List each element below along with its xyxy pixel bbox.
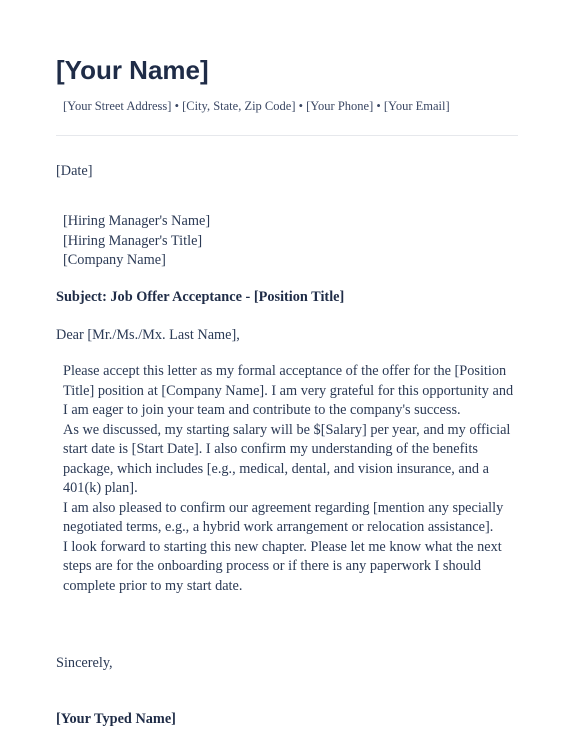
subject-line: Subject: Job Offer Acceptance - [Position Title]: [56, 289, 345, 305]
recipient-manager-name: [Hiring Manager's Name]: [63, 213, 211, 229]
header-divider: [56, 135, 518, 136]
letter-body: [63, 362, 518, 596]
recipient-block: [63, 212, 210, 271]
sender-name: [Your Name]: [56, 55, 209, 85]
letter-date: [Date]: [56, 163, 93, 179]
body-paragraph: I look forward to starting this new chapter. Please let me know what the next steps are for the onboarding process or if there is any paperwork I should complete prior to my start date.: [63, 538, 502, 594]
body-paragraph: Please accept this letter as my formal acceptance of the offer for the [Position Title] position at [Company Name]. I am very grateful for this opportunity and I am eager to join your team and contribute to the company's success.: [63, 363, 514, 418]
body-paragraph: I am also pleased to confirm our agreement regarding [mention any specially negotiated terms, e.g., a hybrid work arrangement or relocation assistance].: [63, 499, 504, 535]
recipient-manager-title: [Hiring Manager's Title]: [63, 232, 203, 249]
body-paragraph: As we discussed, my starting salary will be $[Salary] per year, and my official start date is [Start Date]. I also confirm my understanding of the benefits package, which includes [e.g., medical, dental, and vision insurance, and a 401(k) plan].: [63, 421, 511, 496]
signature-name: [Your Typed Name]: [56, 711, 176, 727]
recipient-company: [Company Name]: [63, 252, 166, 268]
closing: Sincerely,: [56, 655, 113, 671]
salutation: Dear [Mr./Ms./Mx. Last Name],: [56, 327, 240, 343]
sender-contact-line: [Your Street Address] • [City, State, Zip Code] • [Your Phone] • [Your Email]: [63, 99, 450, 113]
